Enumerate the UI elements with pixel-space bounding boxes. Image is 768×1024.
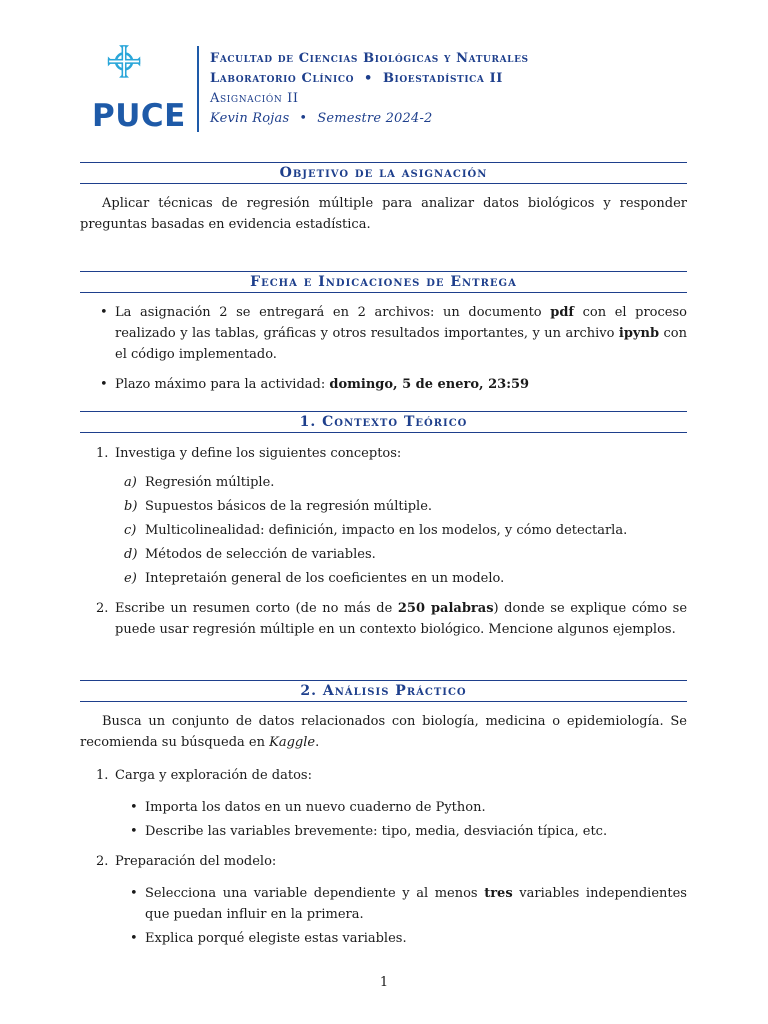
list-item [80,544,687,565]
sub-marker: c) [124,523,137,538]
context-title: 1. Contexto Teórico [80,411,687,433]
bullet-icon: • [130,800,138,815]
word-limit-bold: 250 palabras [397,601,494,616]
separator-dot: • [299,111,308,126]
objective-title: Objetivo de la asignación [80,162,687,184]
pdf-bold: pdf [550,305,575,320]
text-span: con el proceso realizado y las tablas, gráficas y otros resultados importantes, y un archivo [115,305,687,341]
text-span: Carga y exploración de datos: [115,768,312,783]
sub-marker: e) [124,571,137,586]
text-span: Métodos de selección de variables. [145,547,376,562]
delivery-section [80,271,687,395]
header-divider [197,46,199,132]
semester: Semestre 2024-2 [317,111,433,126]
bullet-icon: • [100,305,108,320]
text-span: Multicolinealidad: definición, impacto en los modelos, y cómo detectarla. [145,523,628,538]
text-span: La asignación 2 se entregará en 2 archivos: un documento [115,305,551,320]
practical-intro [80,711,687,753]
author-name: Kevin Rojas [210,111,290,126]
kaggle-italic: Kaggle [269,735,316,750]
practical-section [80,680,687,949]
text-span: Investiga y define los siguientes conceptos: [115,446,402,461]
list-item [80,568,687,589]
context-item-2 [80,598,687,640]
bullet-icon: • [130,824,138,839]
text-span: Explica porqué elegiste estas variables. [145,931,407,946]
text-span: con el código implementado. [115,326,687,362]
text-span: variables independientes que puedan influir en la primera. [145,886,687,922]
enum-number: 2. [96,601,109,616]
text-span: . [315,735,320,750]
sub-marker: b) [124,499,138,514]
text-span: Intepretaión general de los coeficientes en un modelo. [145,571,505,586]
list-item [80,883,687,925]
text-span: Plazo máximo para la actividad: [115,377,330,392]
faculty-name: Facultad de Ciencias Biológicas y Naturales [210,51,529,66]
list-item [80,520,687,541]
text-span: Escribe un resumen corto (de no más de [115,601,398,616]
text-span: Preparación del modelo: [115,854,277,869]
practical-item-1 [80,765,687,786]
delivery-bullet-files [80,302,687,365]
assignment-name: Asignación II [210,91,299,106]
delivery-title: Fecha e Indicaciones de Entrega [80,271,687,293]
puce-cross-emblem-icon [104,44,164,100]
sub-marker: a) [124,475,137,490]
page-number: 1 [379,975,389,990]
text-span: Supuestos básicos de la regresión múltiple. [145,499,433,514]
text-span: Busca un conjunto de datos relacionados con biología, medicina o epidemiología. Se recomienda su búsqueda en [80,714,687,750]
enum-number: 2. [96,854,109,869]
list-item [80,496,687,517]
list-item [80,821,687,842]
ipynb-bold: ipynb [618,326,660,341]
deadline-bold: domingo, 5 de enero, 23:59 [329,377,530,392]
practical-item-2 [80,851,687,872]
objective-text: Aplicar técnicas de regresión múltiple para analizar datos biológicos y responder preguntas basadas en evidencia estadística. [80,196,687,232]
sub-marker: d) [124,547,138,562]
tres-bold: tres [484,886,513,901]
context-item-1 [80,443,687,464]
lab-course-line [210,69,529,89]
puce-logo-text: PUCE [92,98,186,134]
enum-number: 1. [96,446,109,461]
bullet-icon: • [130,886,138,901]
text-span: Importa los datos en un nuevo cuaderno de Python. [145,800,486,815]
practical-title: 2. Análisis Práctico [80,680,687,702]
objective-section [80,162,687,235]
lab-name: Laboratorio Clínico [210,71,355,86]
separator-dot: • [364,71,373,86]
enum-number: 1. [96,768,109,783]
document-header [0,0,768,140]
text-span: Selecciona una variable dependiente y al menos [145,886,485,901]
text-span: Regresión múltiple. [145,475,275,490]
text-span: ) donde se explique cómo se puede usar regresión múltiple en un contexto biológico. Mencione algunos ejemplos. [115,601,688,637]
list-item [80,797,687,818]
context-subitems [80,472,687,589]
list-item [80,928,687,949]
list-item [80,472,687,493]
course-name: Bioestadística II [382,71,503,86]
bullet-icon: • [100,377,108,392]
bullet-icon: • [130,931,138,946]
author-semester-line [210,109,529,129]
context-section [80,411,687,640]
header-info [210,49,529,129]
text-span: Describe las variables brevemente: tipo, media, desviación típica, etc. [145,824,608,839]
delivery-bullet-deadline [80,374,687,395]
